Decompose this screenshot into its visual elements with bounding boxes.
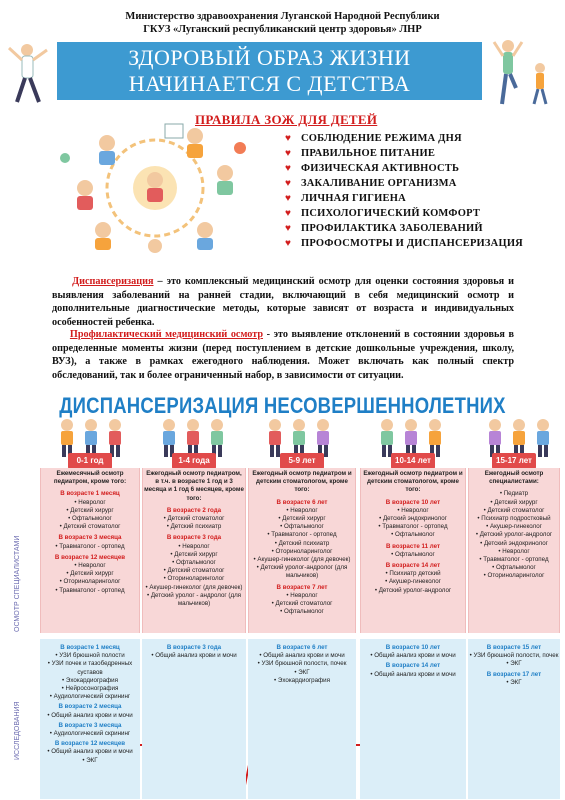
child-illustration bbox=[426, 418, 444, 458]
age-groups-kids-row bbox=[0, 418, 565, 458]
age-group-badge: 1-4 года bbox=[172, 453, 216, 469]
specialist-item: • Невролог bbox=[178, 542, 210, 550]
exam-age-heading: В возрасте 12 месяцев bbox=[54, 553, 126, 561]
research-item: • Общий анализ крови и мочи bbox=[370, 652, 456, 660]
organization-header bbox=[0, 10, 565, 36]
research-age-heading: В возрасте 15 лет bbox=[486, 644, 542, 651]
specialist-item: • Детский хирург bbox=[278, 515, 326, 523]
research-item: • Общий анализ крови и мочи bbox=[151, 652, 237, 660]
exam-age-heading: В возрасте 2 года bbox=[166, 506, 222, 514]
child-illustration bbox=[208, 418, 226, 458]
research-item: • ЭКГ bbox=[82, 756, 98, 764]
specialist-item: • Акушер-гинеколог bbox=[385, 578, 441, 586]
research-age-heading: В возрасте 12 месяцев bbox=[54, 740, 126, 748]
specialist-item: • Офтальмолог bbox=[492, 564, 536, 572]
child-illustration bbox=[266, 418, 284, 458]
exam-intro: Ежегодный осмотр педиатром и детским стоматологом, кроме того: bbox=[252, 470, 352, 494]
exercising-man-illustration bbox=[5, 40, 55, 105]
exam-age-heading: В возрасте 14 лет bbox=[385, 562, 441, 570]
specialists-column bbox=[360, 468, 466, 633]
research-item: • Общий анализ крови и мочи bbox=[370, 670, 456, 678]
exam-age-heading: В возрасте 11 лет bbox=[385, 542, 441, 550]
specialist-item: • Детский стоматолог bbox=[271, 600, 333, 608]
child-illustration bbox=[160, 418, 178, 458]
specialist-item: • Детский хирург bbox=[66, 506, 114, 514]
specialist-item: • Детский стоматолог bbox=[59, 523, 121, 531]
heart-bullet-icon: ♥ bbox=[285, 178, 292, 189]
age-group-badge: 0-1 год bbox=[68, 453, 112, 469]
exam-age-heading: В возрасте 3 месяца bbox=[58, 534, 122, 542]
rule-item: ♥ ЗАКАЛИВАНИЕ ОРГАНИЗМА bbox=[285, 178, 457, 189]
specialist-item: • Детский стоматолог bbox=[163, 567, 225, 575]
research-item: • Общий анализ крови и мочи bbox=[47, 748, 133, 756]
child-illustration bbox=[290, 418, 308, 458]
child-illustration bbox=[510, 418, 528, 458]
specialist-item: • Акушер-гинеколог (для девочек) bbox=[253, 556, 351, 564]
specialist-item: • Офтальмолог bbox=[391, 531, 435, 539]
research-column bbox=[360, 639, 466, 799]
specialist-item: • Детский хирург bbox=[490, 498, 538, 506]
specialist-item: • Невролог bbox=[74, 498, 106, 506]
heart-bullet-icon: ♥ bbox=[285, 238, 292, 249]
exam-age-heading: В возрасте 3 года bbox=[166, 534, 222, 542]
heart-bullet-icon: ♥ bbox=[285, 133, 292, 144]
side-label-specialists: ОСМОТР СПЕЦИАЛИСТАМИ bbox=[14, 535, 21, 632]
specialist-item: • Оториноларинголог bbox=[271, 547, 333, 555]
research-item: • Аудиологический скрининг bbox=[49, 730, 131, 738]
rule-item: ♥ ЛИЧНАЯ ГИГИЕНА bbox=[285, 193, 406, 204]
specialist-item: • Детский стоматолог bbox=[163, 515, 225, 523]
definition-dispanserization bbox=[52, 275, 514, 329]
research-column bbox=[142, 639, 246, 799]
research-item: • Общий анализ крови и мочи bbox=[259, 652, 345, 660]
research-item: • ЭКГ bbox=[506, 660, 522, 668]
kids-activities-illustration bbox=[45, 118, 265, 258]
specialist-item: • Травматолог - ортопед bbox=[267, 531, 337, 539]
specialist-item: • Травматолог - ортопед bbox=[55, 586, 125, 594]
specialist-item: • Детский стоматолог bbox=[483, 506, 545, 514]
heart-bullet-icon: ♥ bbox=[285, 148, 292, 159]
specialists-column bbox=[40, 468, 140, 633]
specialist-item: • Детский хирург bbox=[170, 550, 218, 558]
rules-title: ПРАВИЛА ЗОЖ ДЛЯ ДЕТЕЙ bbox=[195, 112, 378, 127]
research-item: • Общий анализ крови и мочи bbox=[47, 711, 133, 719]
research-age-heading: В возрасте 2 месяца bbox=[58, 703, 122, 711]
heart-bullet-icon: ♥ bbox=[285, 163, 292, 174]
definition-preventive-exam bbox=[52, 328, 514, 382]
research-age-heading: В возрасте 14 лет bbox=[385, 662, 441, 670]
exam-age-heading: В возрасте 7 лет bbox=[276, 583, 328, 591]
specialists-column bbox=[248, 468, 356, 633]
child-illustration bbox=[534, 418, 552, 458]
research-item: • Аудиологический скрининг bbox=[49, 693, 131, 701]
banner-line-1: ЗДОРОВЫЙ ОБРАЗ ЖИЗНИ bbox=[128, 45, 411, 70]
specialist-item: • Офтальмолог bbox=[280, 523, 324, 531]
research-item: • УЗИ брюшной полости, почек bbox=[469, 652, 559, 660]
research-item: • УЗИ брюшной полости, почек bbox=[257, 660, 347, 668]
specialists-column bbox=[468, 468, 560, 633]
specialist-item: • Офтальмолог bbox=[391, 550, 435, 558]
specialist-item: • Невролог bbox=[286, 506, 318, 514]
specialist-item: • Невролог bbox=[397, 506, 429, 514]
specialist-item: • Травматолог - ортопед bbox=[479, 556, 549, 564]
specialist-item: • Психиатр детский bbox=[385, 570, 441, 578]
research-column bbox=[248, 639, 356, 799]
banner-line-2: НАЧИНАЕТСЯ С ДЕТСТВА bbox=[128, 71, 411, 96]
exam-age-heading: В возрасте 1 месяц bbox=[60, 490, 120, 498]
term-dispanserization: Диспансеризация bbox=[72, 276, 154, 287]
child-illustration bbox=[106, 418, 124, 458]
specialist-item: • Психиатр подростковый bbox=[477, 515, 551, 523]
research-age-heading: В возрасте 1 месяц bbox=[60, 644, 120, 651]
research-age-heading: В возрасте 3 месяца bbox=[58, 721, 122, 729]
specialist-item: • Офтальмолог bbox=[280, 608, 324, 616]
specialists-column bbox=[142, 468, 246, 633]
specialist-item: • Детский хирург bbox=[66, 570, 114, 578]
child-illustration bbox=[402, 418, 420, 458]
specialist-item: • Оториноларинголог bbox=[59, 578, 121, 586]
main-banner bbox=[57, 42, 482, 100]
specialist-item: • Детский уролог-андролог bbox=[475, 531, 553, 539]
specialist-item: • Детский уролог-андролог (для мальчиков) bbox=[256, 564, 348, 580]
org-line-1: Министерство здравоохранения Луганской Народной Республики bbox=[125, 11, 440, 22]
child-illustration bbox=[314, 418, 332, 458]
specialist-item: • Детский психиатр bbox=[274, 539, 330, 547]
specialist-item: • Офтальмолог bbox=[68, 515, 112, 523]
child-illustration bbox=[486, 418, 504, 458]
specialist-item: • Оториноларинголог bbox=[163, 575, 225, 583]
specialist-item: • Детский эндокринолог bbox=[379, 515, 447, 523]
research-item: • ЭКГ bbox=[294, 668, 310, 676]
research-age-heading: В возрасте 10 лет bbox=[385, 644, 441, 651]
exam-intro: Ежемесячный осмотр педиатром, кроме того: bbox=[53, 470, 127, 486]
child-illustration bbox=[58, 418, 76, 458]
heart-bullet-icon: ♥ bbox=[285, 193, 292, 204]
specialist-item: • Травматолог - ортопед bbox=[378, 523, 448, 531]
term-preventive-exam: Профилактический медицинский осмотр bbox=[69, 329, 264, 340]
child-illustration bbox=[184, 418, 202, 458]
rules-list bbox=[285, 131, 555, 251]
dispanserization-title: ДИСПАНСЕРИЗАЦИЯ НЕСОВЕРШЕННОЛЕТНИХ bbox=[59, 393, 506, 418]
exam-age-heading: В возрасте 6 лет bbox=[276, 498, 328, 506]
specialist-item: • Травматолог - ортопед bbox=[55, 542, 125, 550]
child-illustration bbox=[82, 418, 100, 458]
age-group-badge: 5-9 лет bbox=[280, 453, 324, 469]
definition-text-2: - это выявление отклонений в состоянии здоровья в определенные моменты жизни (перед поступлением в детские дошкольные учреждения, школу, ВУЗ), а также в рамках ежегодного наблюдения. Может включать как полный спектр обследований, так и более ограниченный набор, в зависимости от ситуации. bbox=[52, 329, 514, 381]
specialist-item: • Детский уролог - андролог (для мальчиков) bbox=[146, 591, 242, 608]
definition-text-1: – это комплексный медицинский осмотр для оценки состояния здоровья и выявления заболеваний на ранней стадии, включающий в себя медицинский осмотр и дополнительные диагностические методы, которые зависят от возраста и индивидуальных особенностей ребенка. bbox=[52, 276, 515, 328]
specialist-item: • Детский психиатр bbox=[166, 523, 222, 531]
specialist-item: • Невролог bbox=[74, 562, 106, 570]
research-item: • Нейросонография bbox=[61, 685, 119, 693]
org-line-2: ГКУЗ «Луганский республиканский центр здоровья» ЛНР bbox=[143, 24, 422, 35]
age-group-badge: 15-17 лет bbox=[492, 453, 536, 469]
rule-item: ♥ ПРОФОСМОТРЫ И ДИСПАНСЕРИЗАЦИЯ bbox=[285, 238, 523, 249]
research-age-heading: В возрасте 3 года bbox=[166, 644, 222, 651]
specialist-item: • Педиатр bbox=[499, 490, 529, 498]
specialist-item: • Офтальмолог bbox=[172, 559, 216, 567]
rule-item: ♥ ПРАВИЛЬНОЕ ПИТАНИЕ bbox=[285, 148, 436, 159]
child-illustration bbox=[378, 418, 396, 458]
research-column bbox=[40, 639, 140, 799]
specialist-item: • Детский уролог-андролог bbox=[374, 586, 452, 594]
research-age-heading: В возрасте 17 лет bbox=[486, 670, 542, 678]
exam-intro: Ежегодный осмотр педиатром, в т.ч. в возрасте 1 год и 3 месяца и 1 год 6 месяцев, кроме того: bbox=[144, 470, 244, 502]
exam-age-heading: В возрасте 10 лет bbox=[385, 498, 441, 506]
side-label-research: ИССЛЕДОВАНИЯ bbox=[14, 701, 21, 760]
specialist-item: • Акушер-гинеколог bbox=[486, 523, 542, 531]
research-item: • УЗИ почек и тазобедренных суставов bbox=[47, 660, 133, 676]
heart-bullet-icon: ♥ bbox=[285, 223, 292, 234]
rule-item: ♥ ФИЗИЧЕСКАЯ АКТИВНОСТЬ bbox=[285, 163, 460, 174]
exam-intro: Ежегодный осмотр педиатром и детским стоматологом, кроме того: bbox=[363, 470, 463, 494]
rule-item: ♥ ПРОФИЛАКТИКА ЗАБОЛЕВАНИЙ bbox=[285, 223, 483, 234]
specialist-item: • Невролог bbox=[498, 547, 530, 555]
heart-bullet-icon: ♥ bbox=[285, 208, 292, 219]
specialist-item: • Оториноларинголог bbox=[483, 572, 545, 580]
research-column bbox=[468, 639, 560, 799]
specialist-item: • Невролог bbox=[286, 591, 318, 599]
exam-intro: Ежегодный осмотр специалистами: bbox=[484, 470, 544, 486]
research-age-heading: В возрасте 6 лет bbox=[276, 644, 328, 651]
rule-item: ♥ ПСИХОЛОГИЧЕСКИЙ КОМФОРТ bbox=[285, 208, 481, 219]
age-group-badge: 10-14 лет bbox=[391, 453, 435, 469]
research-item: • УЗИ брюшной полости bbox=[55, 652, 125, 660]
yoga-family-illustration bbox=[484, 38, 560, 108]
research-item: • Эхокардиография bbox=[62, 676, 118, 684]
rule-item: ♥ СОБЛЮДЕНИЕ РЕЖИМА ДНЯ bbox=[285, 133, 462, 144]
research-item: • Эхокардиография bbox=[274, 676, 330, 684]
specialist-item: • Детский эндокринолог bbox=[480, 539, 548, 547]
research-item: • ЭКГ bbox=[506, 678, 522, 686]
specialist-item: • Акушер-гинеколог (для девочек) bbox=[145, 583, 243, 591]
